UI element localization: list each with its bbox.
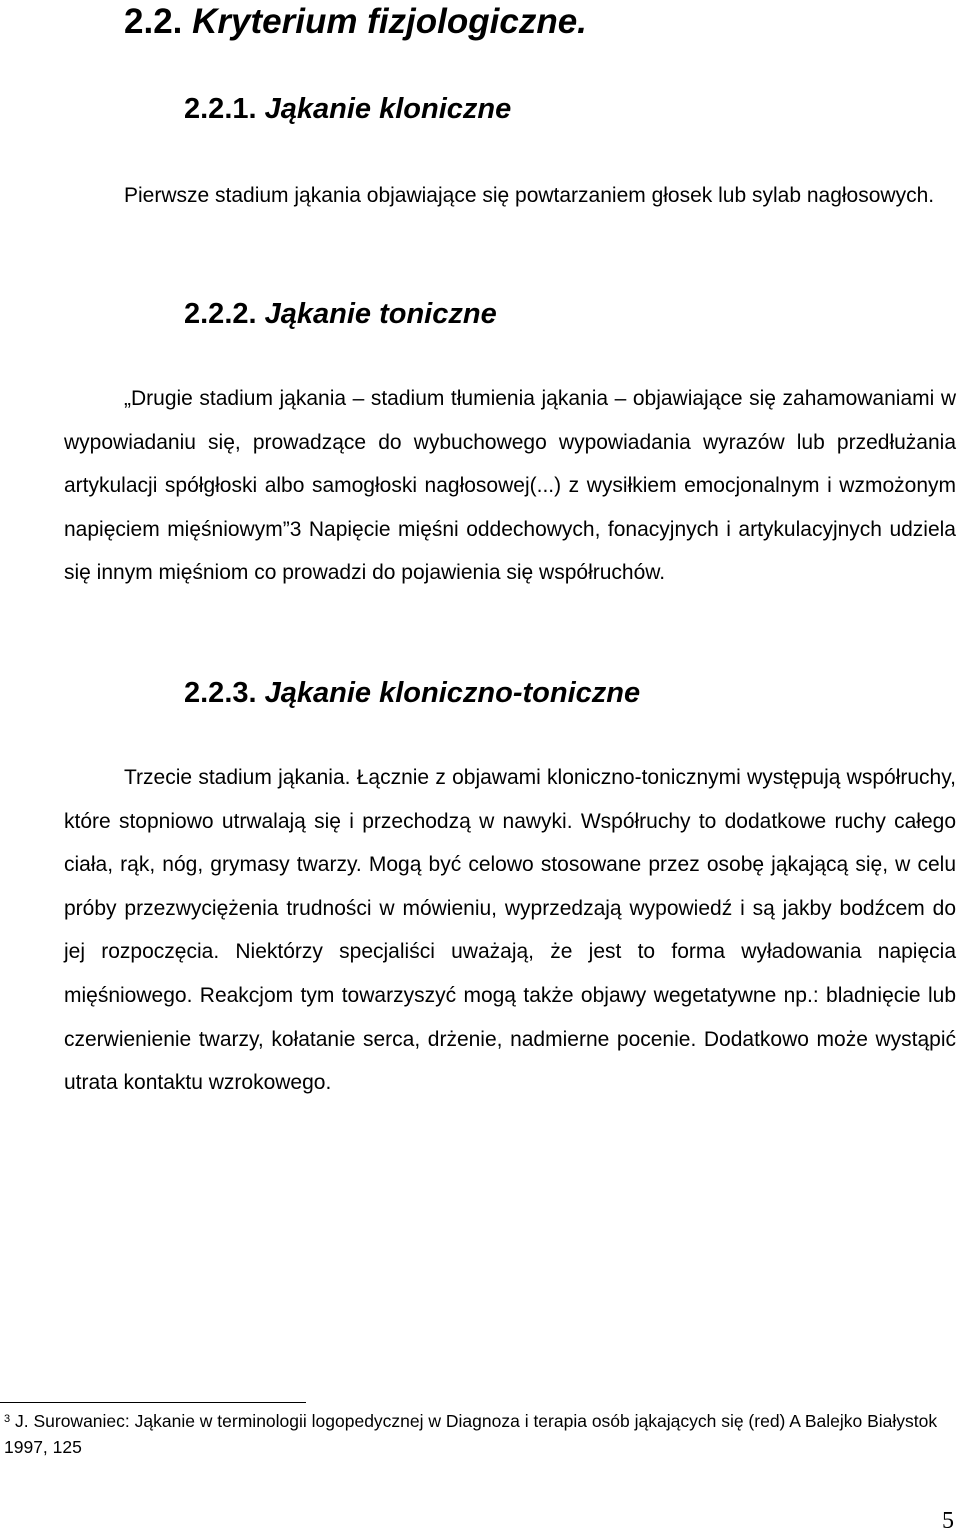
section-3-paragraph: Trzecie stadium jąkania. Łącznie z objawami kloniczno-tonicznymi występują współruchy, które stopniowo utrwalają się i przechodzą w nawyki. Współruchy to dodatkowe ruchy całego ciała, rąk, nóg, grymasy twarzy. Mogą być celowo stosowane przez osobę jąkającą się, w celu próby przezwyciężenia trudności w mówieniu, wyprzedzają wypowiedź i są jakby bodźcem do jej rozpoczęcia. Niektórzy specjaliści uważają, że jest to forma wyładowania napięcia mięśniowego. Reakcjom tym towarzyszyć mogą także objawy wegetatywne np.: bladnięcie lub czerwienienie twarzy, kołatanie serca, drżenie, nadmierne pocenie. Dodatkowo może wystąpić utrata kontaktu wzrokowego. — [64, 766, 956, 1095]
section-number: 2.2.1. — [184, 93, 257, 125]
section-title: Jąkanie kloniczne — [264, 93, 512, 125]
section-1-paragraph: Pierwsze stadium jąkania objawiające się powtarzaniem głosek lub sylab nagłosowych. — [124, 184, 935, 207]
section-heading-2 — [184, 297, 497, 331]
quoted-definition: „Drugie stadium jąkania – stadium tłumienia jąkania – objawiające się zahamowaniami w wypowiadaniu się, prowadzące do wybuchowego wypowiadania wyrazów lub przedłużania artykulacji spółgłoski albo samogłoski nagłosowej(...) z wysiłkiem emocjonalnym i wzmożonym napięciem mięśniowym” — [64, 387, 956, 541]
section-title: Jąkanie toniczne — [264, 298, 497, 330]
section-title: Jąkanie kloniczno-toniczne — [264, 677, 641, 709]
section-number: 2.2.2. — [184, 298, 257, 330]
section-number: 2.2.3. — [184, 677, 257, 709]
chapter-heading — [124, 2, 587, 42]
footnote-marker: 3 — [4, 1413, 11, 1425]
section-heading-1 — [184, 92, 511, 126]
section-2-paragraph — [64, 377, 956, 595]
page-number: 5 — [942, 1508, 954, 1534]
footnote-reference[interactable]: 3 — [289, 517, 302, 541]
footnote-text: J. Surowaniec: Jąkanie w terminologii logopedycznej w Diagnoza i terapia osób jąkających się (red) A Balejko Białystok 1997, 125 — [4, 1411, 938, 1457]
footnote-separator — [0, 1402, 306, 1403]
chapter-heading-title: Kryterium fizjologiczne. — [192, 2, 587, 41]
section-heading-3 — [184, 676, 640, 710]
chapter-heading-number: 2.2. — [124, 2, 183, 41]
section-2-continuation: Napięcie mięśni oddechowych, fonacyjnych i artykulacyjnych udziela się innym mięśniom co prowadzi do pojawienia się współruchów. — [64, 517, 956, 585]
footnote — [4, 1408, 954, 1460]
